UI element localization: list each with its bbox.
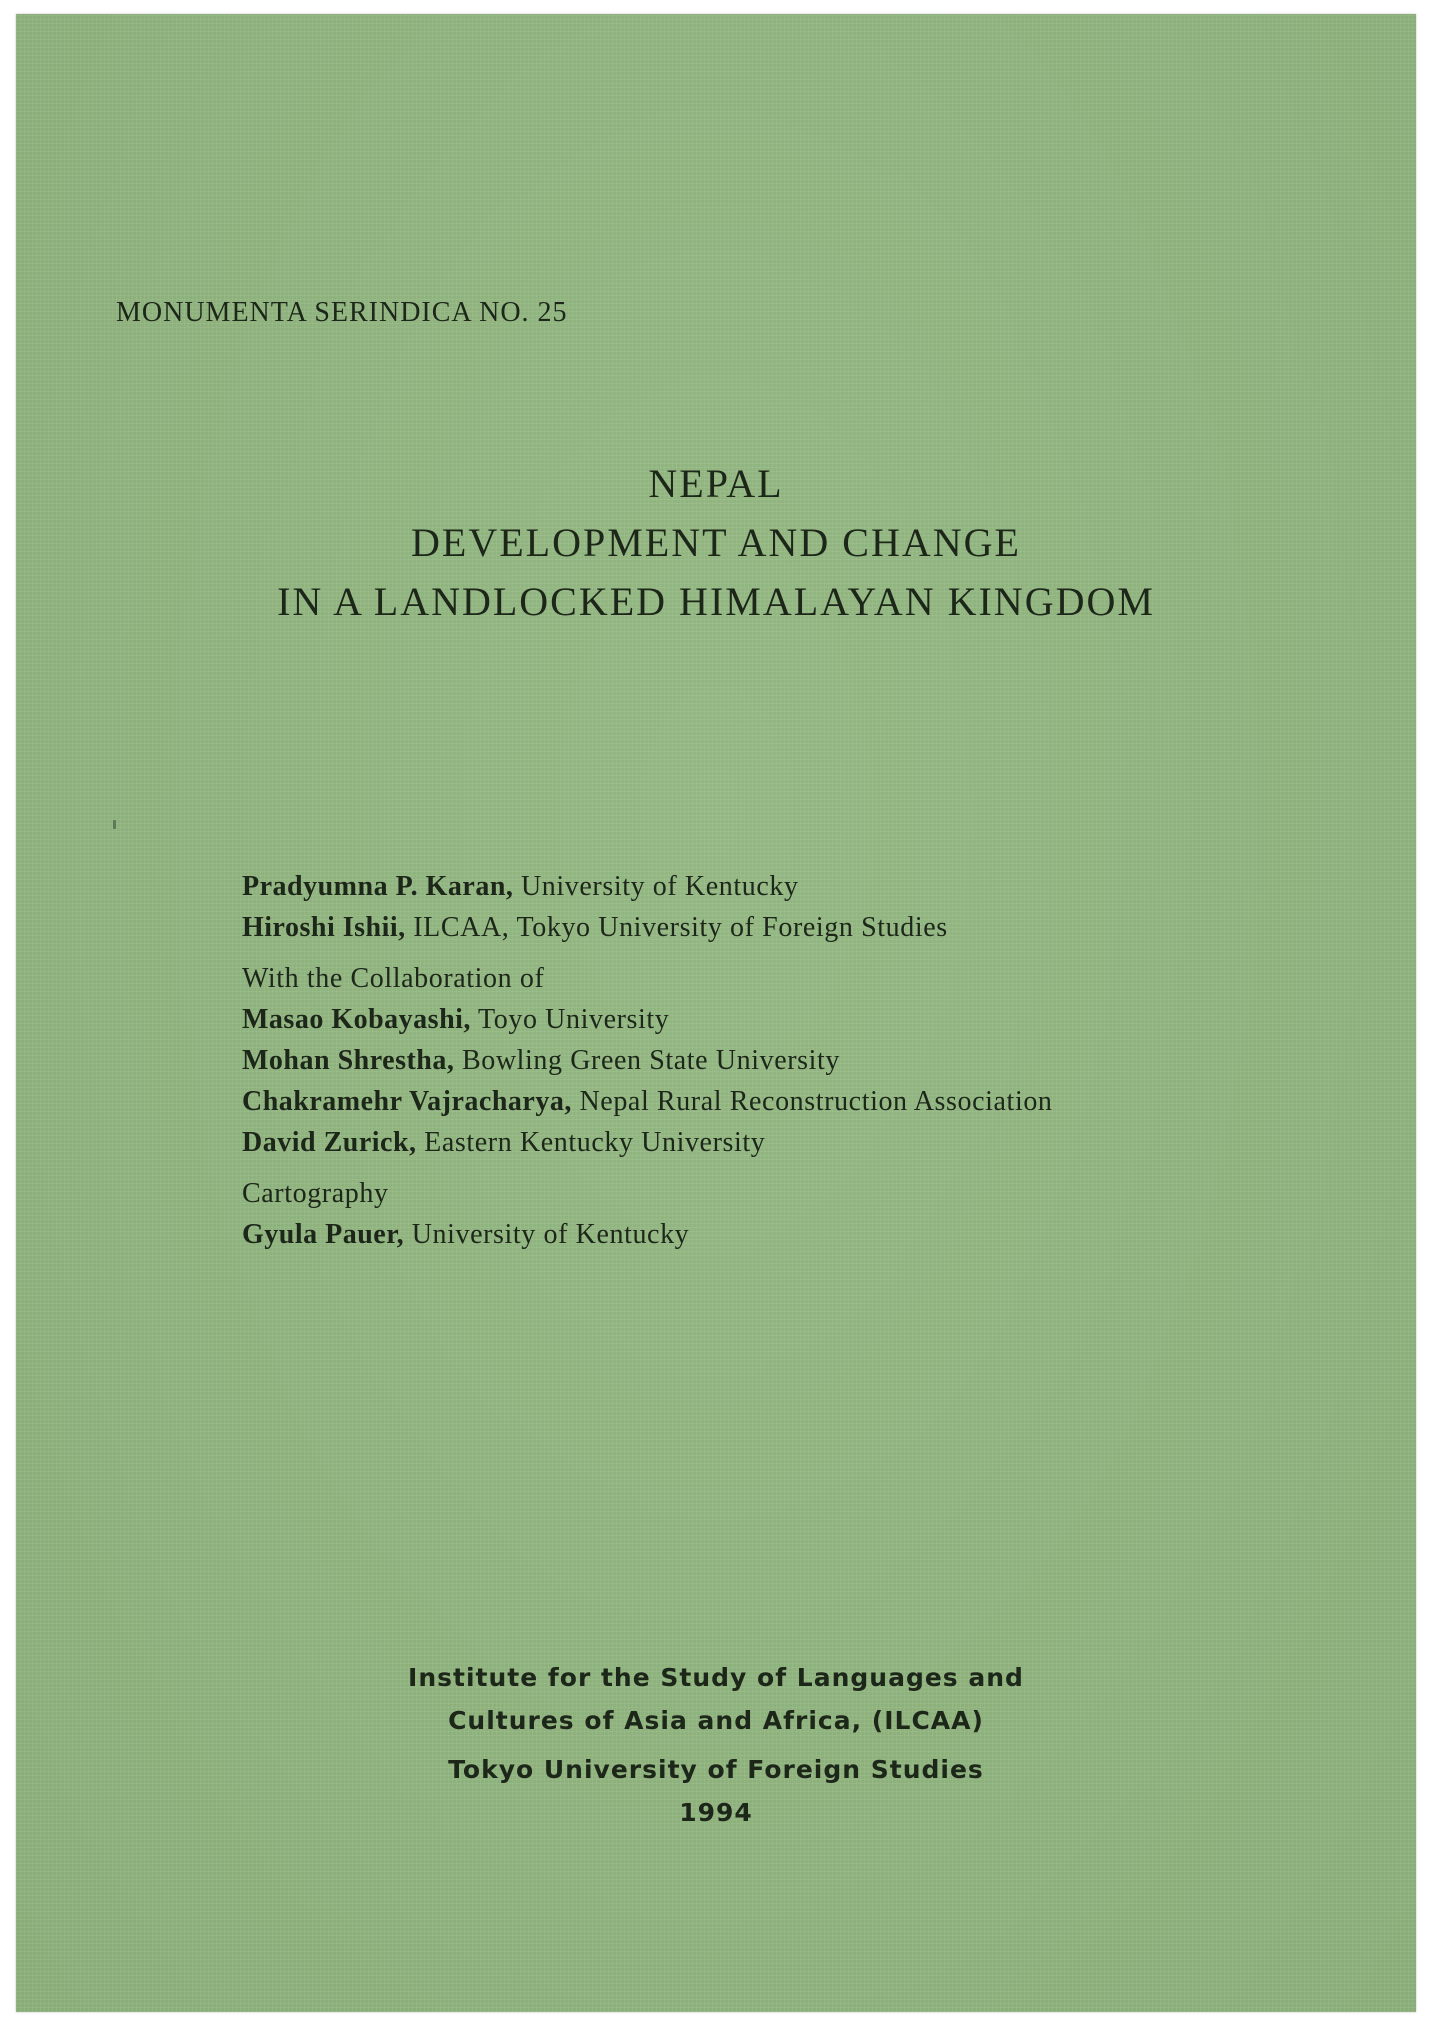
author-affiliation: ILCAA, Tokyo University of Foreign Studies bbox=[405, 912, 948, 943]
author-entry bbox=[242, 907, 1392, 948]
collaborator-affiliation: Toyo University bbox=[470, 1004, 670, 1035]
collaborator-affiliation: Eastern Kentucky University bbox=[416, 1127, 766, 1158]
print-speck bbox=[113, 820, 116, 829]
author-affiliation: University of Kentucky bbox=[513, 871, 799, 902]
publisher-line: Institute for the Study of Languages and bbox=[408, 1663, 1024, 1692]
collaborator-entry bbox=[242, 1122, 1392, 1163]
publisher-line: Cultures of Asia and Africa, (ILCAA) bbox=[448, 1706, 984, 1735]
publisher-block bbox=[16, 1656, 1416, 1834]
author-entry bbox=[242, 866, 1392, 907]
collaborator-affiliation: Nepal Rural Reconstruction Association bbox=[571, 1086, 1053, 1117]
cartography-label: Cartography bbox=[242, 1178, 389, 1209]
publisher-line: Tokyo University of Foreign Studies bbox=[448, 1755, 984, 1784]
collaborator-entry bbox=[242, 1040, 1392, 1081]
author-name: Pradyumna P. Karan, bbox=[242, 871, 514, 902]
collaborator-name: Chakramehr Vajracharya, bbox=[242, 1086, 572, 1117]
collaboration-label: With the Collaboration of bbox=[242, 963, 545, 994]
credits bbox=[242, 866, 1392, 1255]
collaborator-name: Masao Kobayashi, bbox=[242, 1004, 471, 1035]
cartographer-entry bbox=[242, 1214, 1392, 1255]
series-title: MONUMENTA SERINDICA NO. 25 bbox=[116, 297, 568, 328]
book-title bbox=[16, 454, 1416, 631]
collaborator-name: David Zurick, bbox=[242, 1127, 417, 1158]
book-cover bbox=[16, 14, 1416, 2012]
collaborator-affiliation: Bowling Green State University bbox=[454, 1045, 841, 1076]
cartographer-affiliation: University of Kentucky bbox=[404, 1219, 690, 1250]
collaborator-entry bbox=[242, 999, 1392, 1040]
publication-year: 1994 bbox=[679, 1798, 753, 1827]
title-line: IN A LANDLOCKED HIMALAYAN KINGDOM bbox=[277, 579, 1155, 624]
collaborator-entry bbox=[242, 1081, 1392, 1122]
title-line: NEPAL bbox=[648, 461, 784, 506]
collaborator-name: Mohan Shrestha, bbox=[242, 1045, 455, 1076]
title-line: DEVELOPMENT AND CHANGE bbox=[411, 520, 1021, 565]
author-name: Hiroshi Ishii, bbox=[242, 912, 406, 943]
cartographer-name: Gyula Pauer, bbox=[242, 1219, 405, 1250]
